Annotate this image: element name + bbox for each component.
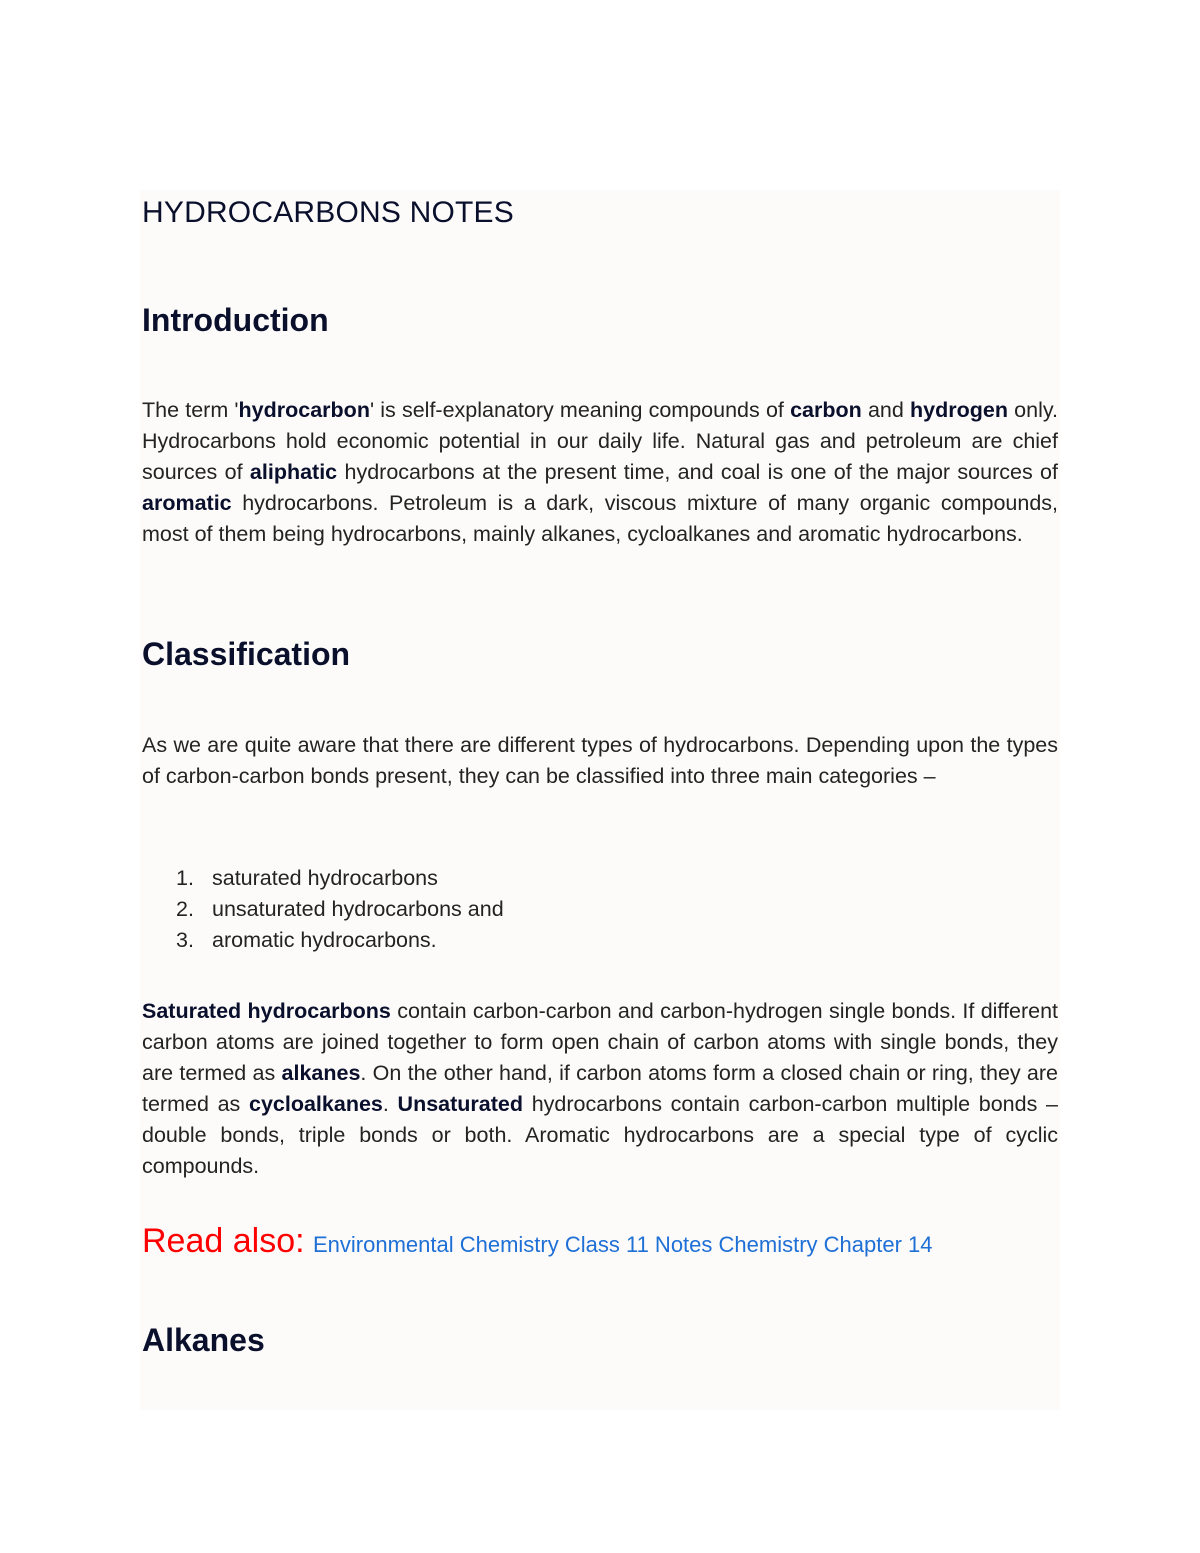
intro-text-5: hydrocarbons at the present time, and coal is one of the major sources of xyxy=(337,460,1058,484)
list-item-number: 2. xyxy=(176,897,194,921)
term-saturated-hydrocarbons: Saturated hydrocarbons xyxy=(142,999,391,1023)
document-title: HYDROCARBONS NOTES xyxy=(142,196,514,229)
list-item-text: saturated hydrocarbons xyxy=(212,866,438,890)
term-unsaturated: Unsaturated xyxy=(397,1092,523,1116)
classification-heading: Classification xyxy=(142,636,351,672)
term-carbon: carbon xyxy=(790,398,862,422)
details-text-1: contain carbon-carbon and carbon-hydrogen single bonds. If different carbon atoms are joined together to form open chain of carbon atoms with single bonds, they are termed as xyxy=(142,999,1058,1085)
list-item-number: 3. xyxy=(176,928,194,952)
introduction-heading: Introduction xyxy=(142,302,329,338)
term-cycloalkanes: cycloalkanes xyxy=(249,1092,383,1116)
term-alkanes: alkanes xyxy=(281,1061,361,1085)
read-also-label: Read also: xyxy=(142,1222,305,1260)
intro-text-3: and xyxy=(861,398,911,422)
term-hydrogen: hydrogen xyxy=(910,398,1008,422)
list-item xyxy=(142,925,504,956)
term-aliphatic: aliphatic xyxy=(249,460,338,484)
list-item xyxy=(142,894,504,925)
classification-paragraph: As we are quite aware that there are different types of hydrocarbons. Depending upon the types of carbon-carbon bonds present, they can be classified into three main categories – xyxy=(142,733,1058,788)
list-item-text: aromatic hydrocarbons. xyxy=(212,928,437,952)
saturated-hydrocarbons-paragraph xyxy=(142,996,1058,1182)
intro-text-1: The term ' xyxy=(142,398,239,422)
list-item-number: 1. xyxy=(176,866,194,890)
intro-text-4: only. Hydrocarbons hold economic potential in our daily life. Natural gas and petroleum are chief sources of xyxy=(142,398,1058,484)
read-also-line xyxy=(142,1222,933,1261)
intro-text-2: ' is self-explanatory meaning compounds of xyxy=(369,398,791,422)
hydrocarbon-categories-list xyxy=(142,863,504,956)
term-hydrocarbon: hydrocarbon xyxy=(238,398,370,422)
details-text-2: . On the other hand, if carbon atoms form a closed chain or ring, they are termed as xyxy=(142,1061,1058,1116)
alkanes-heading: Alkanes xyxy=(142,1322,265,1358)
list-item-text: unsaturated hydrocarbons and xyxy=(212,897,504,921)
details-text-4: hydrocarbons contain carbon-carbon multiple bonds – double bonds, triple bonds or both. Aromatic hydrocarbons are a special type of cyclic compounds. xyxy=(142,1092,1058,1178)
read-also-link[interactable]: Environmental Chemistry Class 11 Notes Chemistry Chapter 14 xyxy=(313,1232,933,1257)
introduction-paragraph xyxy=(142,395,1058,550)
intro-text-6: hydrocarbons. Petroleum is a dark, viscous mixture of many organic compounds, most of them being hydrocarbons, mainly alkanes, cycloalkanes and aromatic hydrocarbons. xyxy=(142,491,1058,546)
term-aromatic: aromatic xyxy=(142,491,232,515)
list-item xyxy=(142,863,504,894)
details-text-3: . xyxy=(382,1092,398,1116)
